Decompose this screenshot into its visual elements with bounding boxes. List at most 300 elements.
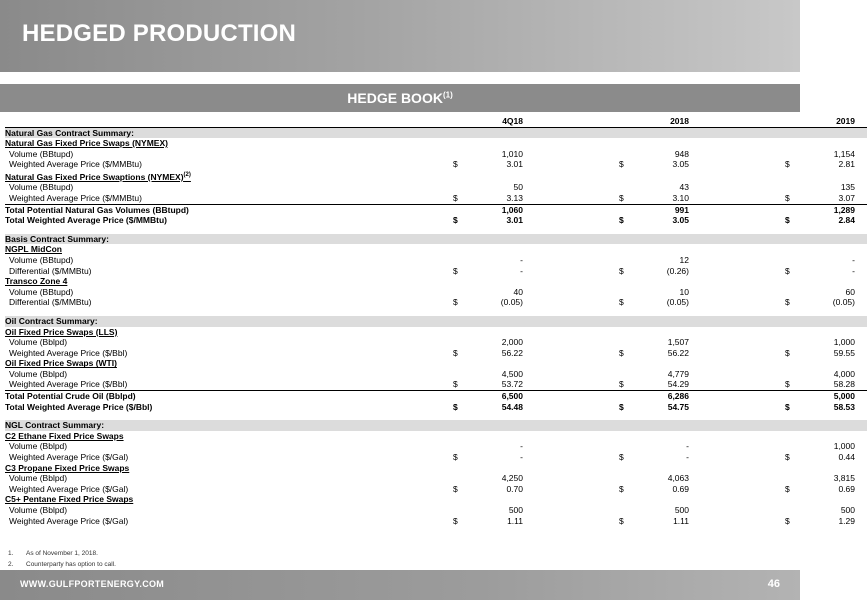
column-gap	[523, 182, 619, 193]
table-header-row	[5, 116, 867, 127]
value-cell: 1,289	[797, 204, 855, 215]
header-label-cell	[5, 116, 453, 127]
row-pad	[855, 255, 867, 266]
value-cell: 1,154	[833, 148, 855, 159]
column-gap	[689, 402, 785, 413]
row-label-text: C2 Ethane Fixed Price Swaps	[5, 430, 124, 441]
value-cell: 10	[679, 286, 689, 297]
spacer-cell	[5, 308, 867, 316]
currency-symbol	[785, 505, 797, 516]
table-row	[5, 266, 867, 277]
row-fill	[453, 494, 867, 505]
value-cell: 2,000	[501, 337, 523, 348]
row-label: Volume (BBtupd)	[9, 148, 74, 159]
column-gap	[523, 391, 619, 402]
row-label-text: Natural Gas Fixed Price Swaptions (NYMEX)	[5, 171, 184, 182]
row-label: Volume (Bblpd)	[9, 441, 68, 452]
column-gap	[689, 255, 785, 266]
currency-symbol	[785, 337, 797, 348]
currency-symbol: $	[785, 347, 790, 358]
table-row	[5, 379, 867, 390]
column-gap	[523, 337, 619, 348]
value-cell: 54.29	[667, 379, 689, 390]
currency-symbol	[453, 182, 465, 193]
subsection-title	[5, 431, 453, 442]
value-cell: 1,507	[667, 337, 689, 348]
currency-symbol	[785, 149, 797, 160]
section-header-row	[5, 234, 867, 245]
currency-symbol: $	[453, 297, 458, 308]
currency-symbol: $	[785, 401, 790, 412]
value-cell: 5,000	[797, 391, 855, 402]
currency-symbol	[453, 204, 465, 215]
value-cell: 0.44	[838, 452, 855, 463]
value-cell: 4,779	[667, 368, 689, 379]
row-label-text: Oil Contract Summary:	[5, 315, 98, 326]
column-gap	[523, 516, 619, 527]
row-label-text: C3 Propane Fixed Price Swaps	[5, 462, 130, 473]
row-pad	[855, 215, 867, 226]
column-gap	[523, 159, 619, 170]
column-gap	[523, 266, 619, 277]
section-header-row	[5, 420, 867, 431]
value-cell: 4,063	[667, 473, 689, 484]
row-label: Weighted Average Price ($/Bbl)	[9, 379, 128, 390]
column-header-2018: 2018	[631, 116, 689, 127]
footnote-2	[8, 559, 116, 570]
value-cell: 3.10	[672, 192, 689, 203]
value-cell: 3.07	[838, 192, 855, 203]
value-cell: 6,286	[631, 391, 689, 402]
spacer-row	[5, 308, 867, 316]
section-title	[5, 127, 453, 138]
table-row	[5, 441, 867, 452]
column-gap	[689, 379, 785, 390]
section-header-row	[5, 316, 867, 327]
value-cell: 0.70	[506, 483, 523, 494]
row-pad	[855, 441, 867, 452]
row-label: Total Potential Crude Oil (Bblpd)	[5, 391, 453, 402]
header-gap	[689, 116, 785, 127]
page-title: HEDGED PRODUCTION	[22, 20, 297, 47]
table-row	[5, 452, 867, 463]
row-fill	[453, 138, 867, 149]
value-cell: 2.81	[838, 159, 855, 170]
currency-symbol: $	[785, 265, 790, 276]
table-row	[5, 516, 867, 527]
footnote-number: 1.	[8, 550, 14, 557]
column-gap	[689, 149, 785, 160]
value-cell: 3.05	[672, 159, 689, 170]
currency-symbol: $	[619, 483, 624, 494]
row-fill	[453, 431, 867, 442]
row-label-text: Natural Gas Contract Summary:	[5, 127, 134, 138]
section-title	[5, 316, 453, 327]
value-cell: 1.11	[673, 515, 689, 526]
column-gap	[523, 473, 619, 484]
value-cell: 6,500	[465, 391, 523, 402]
column-gap	[689, 266, 785, 277]
column-gap	[689, 337, 785, 348]
value-cell: 500	[674, 505, 689, 516]
column-gap	[689, 182, 785, 193]
row-label: Volume (BBtupd)	[9, 182, 74, 193]
row-pad	[855, 337, 867, 348]
subsection-title	[5, 327, 453, 338]
hedge-book-title-text: HEDGE BOOK	[347, 90, 443, 106]
subsection-title	[5, 358, 453, 369]
currency-symbol	[785, 255, 797, 266]
currency-symbol: $	[619, 379, 624, 390]
currency-symbol	[453, 369, 465, 380]
row-pad	[855, 402, 867, 413]
table-row	[5, 182, 867, 193]
row-fill	[453, 127, 867, 138]
currency-symbol	[453, 255, 465, 266]
row-label: Volume (Bblpd)	[9, 337, 68, 348]
row-pad	[855, 193, 867, 204]
value-cell: -	[852, 265, 855, 276]
column-gap	[689, 215, 785, 226]
row-pad	[855, 391, 867, 402]
row-label-text: Natural Gas Fixed Price Swaps (NYMEX)	[5, 138, 168, 149]
column-gap	[689, 484, 785, 495]
subsection-header-row	[5, 358, 867, 369]
subsection-title	[5, 244, 453, 255]
footnote-mark: (2)	[183, 171, 191, 178]
row-pad	[855, 297, 867, 308]
value-cell: (0.26)	[666, 265, 689, 276]
subsection-header-row	[5, 463, 867, 474]
currency-symbol	[785, 204, 797, 215]
column-gap	[689, 441, 785, 452]
spacer-cell	[5, 412, 867, 420]
currency-symbol: $	[619, 452, 624, 463]
value-cell: 1,000	[833, 337, 855, 348]
hedge-book-footnote-mark: (1)	[442, 90, 453, 100]
footnote-text: As of November 1, 2018.	[26, 550, 98, 557]
currency-symbol: $	[619, 159, 624, 170]
website-url: WWW.GULFPORTENERGY.COM	[20, 579, 165, 589]
subsection-header-row	[5, 138, 867, 149]
column-gap	[689, 452, 785, 463]
hedge-table	[5, 116, 867, 526]
value-cell: 56.22	[501, 347, 523, 358]
row-pad	[855, 516, 867, 527]
value-cell: 3.01	[506, 215, 523, 226]
column-gap	[523, 369, 619, 380]
currency-symbol	[785, 287, 797, 298]
value-cell: 1,060	[465, 204, 523, 215]
total-row	[5, 204, 867, 215]
value-cell: 991	[631, 204, 689, 215]
value-cell: 58.28	[833, 379, 855, 390]
hedge-book-band	[0, 84, 800, 112]
row-fill	[453, 327, 867, 338]
value-cell: 1.29	[838, 515, 855, 526]
row-label: Total Potential Natural Gas Volumes (BBtupd)	[5, 204, 453, 215]
column-gap	[523, 204, 619, 215]
column-gap	[523, 402, 619, 413]
currency-symbol: $	[619, 401, 624, 412]
footnote-text: Counterparty has option to call.	[26, 561, 116, 568]
subsection-title	[5, 138, 453, 149]
row-label: Volume (BBtupd)	[9, 286, 74, 297]
currency-symbol: $	[619, 265, 624, 276]
currency-symbol: $	[785, 515, 790, 526]
row-pad	[855, 287, 867, 298]
spacer-row	[5, 412, 867, 420]
table-row	[5, 473, 867, 484]
row-label: Volume (Bblpd)	[9, 473, 68, 484]
value-cell: (0.05)	[500, 297, 523, 308]
subsection-header-row	[5, 327, 867, 338]
subsection-header-row	[5, 276, 867, 287]
currency-symbol	[785, 182, 797, 193]
table-row	[5, 287, 867, 298]
row-fill	[453, 234, 867, 245]
row-label: Total Weighted Average Price ($/Bbl)	[5, 401, 153, 412]
row-label-text: Oil Fixed Price Swaps (LLS)	[5, 326, 118, 337]
total-row	[5, 402, 867, 413]
currency-symbol: $	[785, 452, 790, 463]
section-title	[5, 234, 453, 245]
subsection-title	[5, 276, 453, 287]
value-cell: 58.53	[833, 401, 855, 412]
value-cell: 1,010	[501, 148, 523, 159]
column-gap	[689, 297, 785, 308]
value-cell: -	[686, 452, 689, 463]
currency-symbol: $	[785, 483, 790, 494]
value-cell: 3.01	[506, 159, 523, 170]
value-cell: 43	[679, 182, 689, 193]
subsection-header-row	[5, 431, 867, 442]
row-pad	[855, 452, 867, 463]
value-cell: (0.05)	[666, 297, 689, 308]
row-pad	[855, 159, 867, 170]
value-cell: 0.69	[838, 483, 855, 494]
currency-symbol: $	[785, 192, 790, 203]
row-label: Differential ($/MMBtu)	[9, 265, 92, 276]
column-gap	[689, 505, 785, 516]
row-label-text: C5+ Pentane Fixed Price Swaps	[5, 494, 134, 505]
header-gap	[523, 116, 619, 127]
row-label: Volume (BBtupd)	[9, 254, 74, 265]
currency-symbol: $	[453, 515, 458, 526]
row-label: Weighted Average Price ($/Gal)	[9, 515, 129, 526]
currency-symbol: $	[453, 452, 458, 463]
currency-symbol: $	[453, 159, 458, 170]
currency-symbol: $	[785, 159, 790, 170]
hedge-table-body	[5, 116, 867, 526]
value-cell: 3.13	[506, 192, 523, 203]
currency-symbol	[785, 391, 797, 402]
table-row	[5, 505, 867, 516]
currency-symbol: $	[453, 401, 458, 412]
column-gap	[523, 348, 619, 359]
table-row	[5, 255, 867, 266]
header-dollar-cell	[619, 116, 631, 127]
value-cell: 60	[845, 286, 855, 297]
column-gap	[689, 516, 785, 527]
column-gap	[523, 149, 619, 160]
row-pad	[855, 505, 867, 516]
value-cell: 2.84	[838, 215, 855, 226]
currency-symbol: $	[785, 215, 790, 226]
value-cell: (0.05)	[832, 297, 855, 308]
currency-symbol: $	[453, 192, 458, 203]
value-cell: 4,250	[501, 473, 523, 484]
value-cell: 500	[508, 505, 523, 516]
table-row	[5, 149, 867, 160]
row-label: Total Weighted Average Price ($/MMBtu)	[5, 215, 167, 226]
row-pad	[855, 484, 867, 495]
total-row	[5, 215, 867, 226]
currency-symbol: $	[785, 297, 790, 308]
column-gap	[523, 215, 619, 226]
value-cell: 948	[674, 148, 689, 159]
currency-symbol	[453, 441, 465, 452]
currency-symbol	[785, 441, 797, 452]
column-gap	[523, 505, 619, 516]
header-dollar-cell	[453, 116, 465, 127]
column-gap	[523, 193, 619, 204]
value-cell: -	[520, 254, 523, 265]
value-cell: 56.22	[667, 347, 689, 358]
row-label: Weighted Average Price ($/MMBtu)	[9, 192, 142, 203]
table-row	[5, 337, 867, 348]
column-gap	[689, 369, 785, 380]
subsection-title	[5, 494, 453, 505]
subsection-header-row	[5, 244, 867, 255]
value-cell: -	[520, 452, 523, 463]
value-cell: 4,000	[833, 368, 855, 379]
currency-symbol: $	[619, 347, 624, 358]
header-pad	[855, 116, 867, 127]
row-label: Volume (Bblpd)	[9, 368, 68, 379]
currency-symbol	[619, 204, 631, 215]
currency-symbol	[619, 287, 631, 298]
currency-symbol: $	[453, 483, 458, 494]
row-pad	[855, 348, 867, 359]
column-gap	[689, 193, 785, 204]
spacer-row	[5, 226, 867, 234]
row-fill	[453, 358, 867, 369]
value-cell: -	[520, 265, 523, 276]
header-dollar-cell	[785, 116, 797, 127]
hedge-book-title	[347, 90, 452, 106]
row-fill	[453, 463, 867, 474]
row-fill	[453, 316, 867, 327]
currency-symbol: $	[453, 265, 458, 276]
value-cell: 54.48	[501, 401, 523, 412]
row-pad	[855, 204, 867, 215]
value-cell: 0.69	[672, 483, 689, 494]
column-gap	[689, 348, 785, 359]
currency-symbol	[453, 149, 465, 160]
column-header-2019: 2019	[797, 116, 855, 127]
column-gap	[523, 287, 619, 298]
column-gap	[523, 452, 619, 463]
row-label: Weighted Average Price ($/Bbl)	[9, 347, 128, 358]
row-fill	[453, 170, 867, 182]
table-row	[5, 159, 867, 170]
section-title	[5, 420, 453, 431]
currency-symbol	[453, 287, 465, 298]
currency-symbol	[453, 391, 465, 402]
currency-symbol	[785, 473, 797, 484]
column-gap	[689, 473, 785, 484]
row-pad	[855, 379, 867, 390]
subsection-title	[5, 170, 453, 182]
table-row	[5, 193, 867, 204]
currency-symbol	[619, 473, 631, 484]
footer-bar	[0, 570, 800, 600]
value-cell: 53.72	[501, 379, 523, 390]
currency-symbol	[453, 473, 465, 484]
footnotes	[8, 548, 116, 570]
row-label-text: Transco Zone 4	[5, 276, 68, 287]
currency-symbol	[619, 391, 631, 402]
column-gap	[523, 379, 619, 390]
value-cell: 54.75	[667, 401, 689, 412]
value-cell: 1,000	[833, 441, 855, 452]
value-cell: 135	[840, 182, 855, 193]
currency-symbol: $	[453, 379, 458, 390]
table-row	[5, 348, 867, 359]
footnote-1	[8, 548, 116, 559]
value-cell: 50	[513, 182, 523, 193]
table-row	[5, 369, 867, 380]
row-label-text: Oil Fixed Price Swaps (WTI)	[5, 358, 117, 369]
currency-symbol	[619, 369, 631, 380]
currency-symbol	[619, 337, 631, 348]
row-fill	[453, 244, 867, 255]
value-cell: 3.05	[672, 215, 689, 226]
column-gap	[523, 297, 619, 308]
row-pad	[855, 473, 867, 484]
row-label: Weighted Average Price ($/MMBtu)	[9, 159, 142, 170]
table-row	[5, 297, 867, 308]
row-label-text: NGPL MidCon	[5, 244, 62, 255]
row-label-text: NGL Contract Summary:	[5, 420, 105, 431]
value-cell: 12	[679, 254, 689, 265]
row-label: Differential ($/MMBtu)	[9, 297, 92, 308]
value-cell: 3,815	[833, 473, 855, 484]
column-gap	[689, 204, 785, 215]
value-cell: -	[686, 441, 689, 452]
column-gap	[689, 391, 785, 402]
row-pad	[855, 266, 867, 277]
value-cell: -	[852, 254, 855, 265]
currency-symbol	[453, 337, 465, 348]
row-pad	[855, 182, 867, 193]
value-cell: 500	[840, 505, 855, 516]
subsection-header-row	[5, 494, 867, 505]
row-pad	[855, 369, 867, 380]
currency-symbol	[619, 505, 631, 516]
currency-symbol	[619, 255, 631, 266]
row-label: Volume (Bblpd)	[9, 505, 68, 516]
currency-symbol	[785, 369, 797, 380]
column-gap	[523, 484, 619, 495]
column-gap	[689, 287, 785, 298]
currency-symbol: $	[619, 215, 624, 226]
currency-symbol: $	[785, 379, 790, 390]
column-gap	[689, 159, 785, 170]
row-label: Weighted Average Price ($/Gal)	[9, 452, 129, 463]
currency-symbol: $	[453, 347, 458, 358]
